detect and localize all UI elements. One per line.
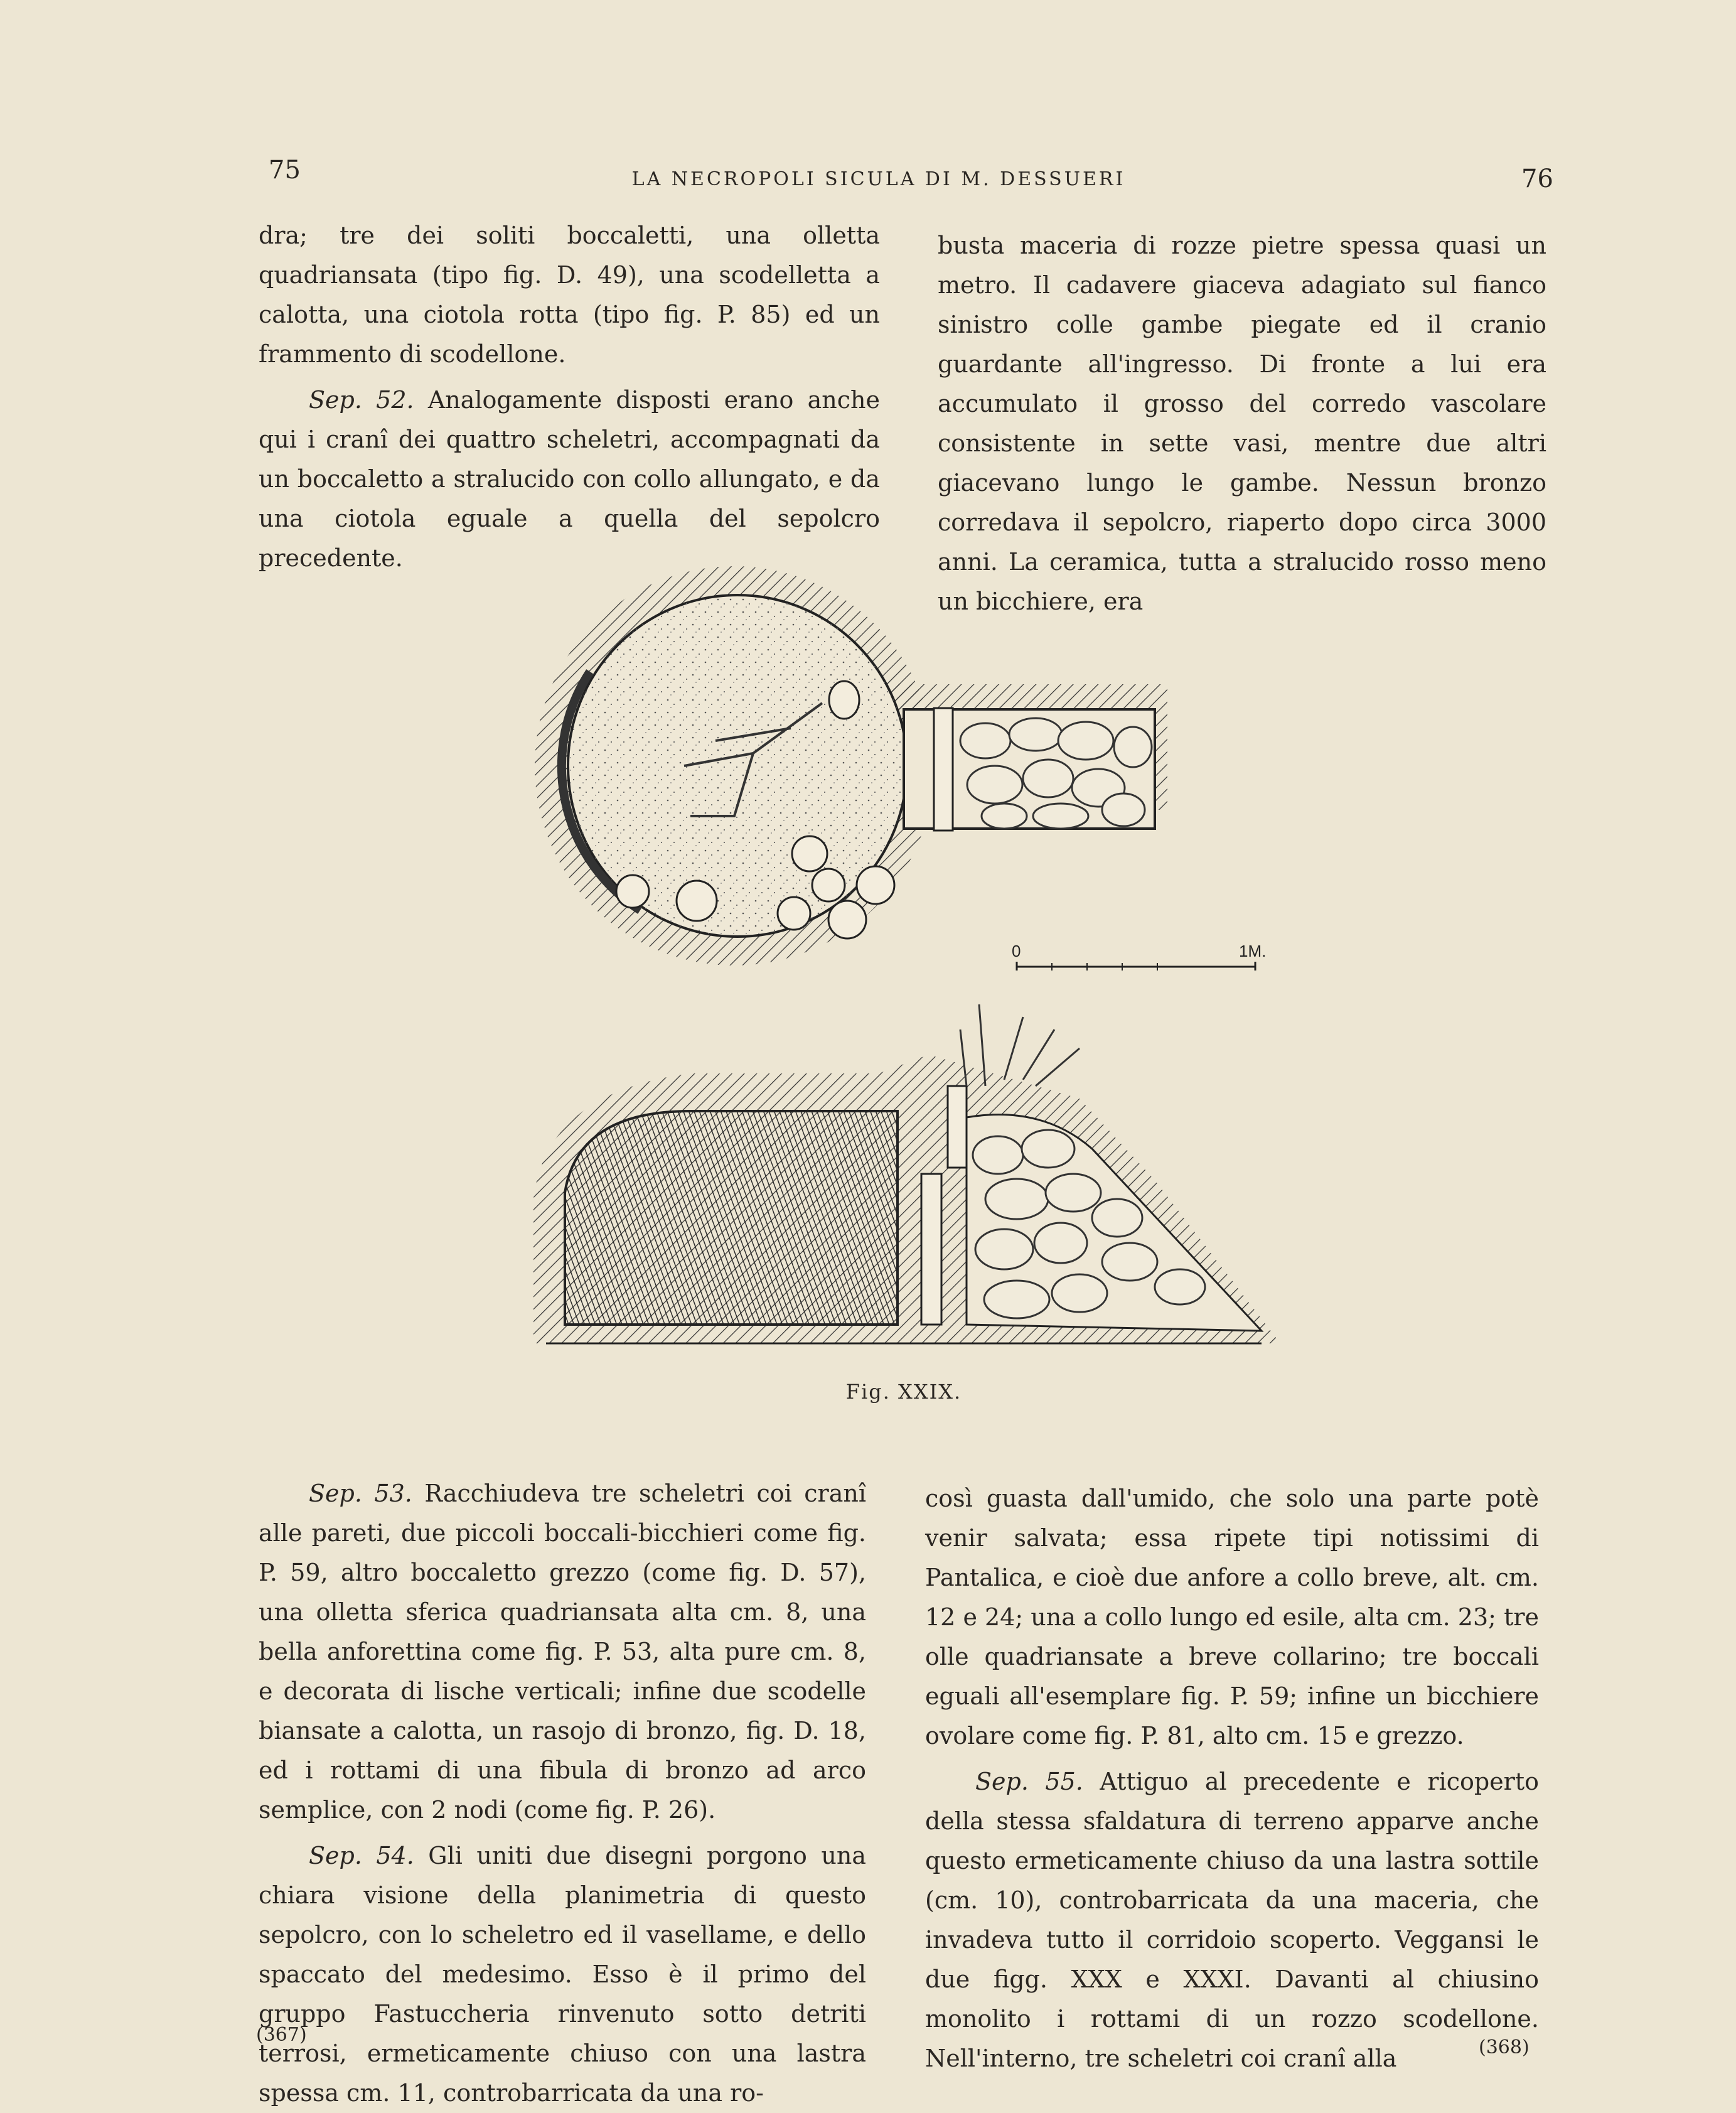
sepolcro-label: Sep. 52. xyxy=(309,386,414,414)
page-number-left: 75 xyxy=(269,156,301,185)
top-left-column xyxy=(259,216,880,578)
figure-caption: Fig. XXIX. xyxy=(845,1380,962,1404)
paragraph: dra; tre dei soliti boccaletti, una olletta quadriansata (tipo fig. D. 49), una scodelletta a calotta, una ciotola rotta (tipo fig. P. 85) ed un frammento di scodellone. xyxy=(259,222,880,368)
paragraph-text: Gli uniti due disegni porgono una chiara visione della planimetria di questo sepolcro, con lo scheletro ed il vasellame, e dello spaccato del medesimo. Esso è il primo del gruppo Fastuccheria rinvenuto sotto detriti terrosi, ermeticamente chiuso con una lastra spessa cm. 11, controbarricata da una ro- xyxy=(259,1842,866,2107)
paragraph: busta maceria di rozze pietre spessa quasi un metro. Il cadavere giaceva adagiato sul fianco sinistro colle gambe piegate ed il cranio guardante all'ingresso. Di fronte a lui era accumulato il grosso del corredo vascolare consistente in sette vasi, mentre due altri giacevano lungo le gambe. Nessun bronzo corredava il sepolcro, riaperto dopo circa 3000 anni. La ceramica, tutta a stralucido rosso meno un bicchiere, era xyxy=(938,232,1546,615)
bottom-right-column xyxy=(925,1479,1539,2078)
sepolcro-label: Sep. 54. xyxy=(309,1842,414,1869)
sepolcro-label: Sep. 53. xyxy=(309,1480,412,1507)
scale-label-end: 1M. xyxy=(1239,942,1267,960)
folio-right: (368) xyxy=(1479,2036,1530,2058)
paragraph xyxy=(259,380,880,578)
section-view-drawing xyxy=(527,992,1280,1368)
paragraph-text: Analogamente disposti erano anche qui i cranî dei quattro scheletri, accompagnati da un boccaletto a stralucido con collo allungato, e da una ciotola eguale a quella del sepolcro precedente. xyxy=(259,386,881,572)
paragraph: così guasta dall'umido, che solo una parte potè venir salvata; essa ripete tipi notissimi di Pantalica, e cioè due anfore a collo breve, alt. cm. 12 e 24; una a collo lungo ed esile, alta cm. 23; tre olle quadriansate a breve collarino; tre boccali eguali all'esemplare fig. P. 59; infine un bicchiere ovolare come fig. P. 81, alto cm. 15 e grezzo. xyxy=(925,1485,1539,1750)
paragraph xyxy=(259,1836,866,2113)
sepolcro-label: Sep. 55. xyxy=(975,1768,1083,1795)
page-number-right: 76 xyxy=(1521,164,1553,193)
bottom-left-column xyxy=(259,1474,866,2113)
paragraph-text: Racchiudeva tre scheletri coi cranî alle pareti, due piccoli boccali-bicchieri come fig. P. 59, altro boccaletto grezzo (come fig. D. 57), una olletta sferica quadriansata alta cm. 8, una bella anforettina come fig. P. 53, alta pure cm. 8, e decorata di lische verticali; infine due scodelle biansate a calotta, un rasojo di bronzo, fig. D. 18, ed i rottami di una fibula di bronzo ad arco semplice, con 2 nodi (come fig. P. 26). xyxy=(259,1480,867,1824)
running-header: LA NECROPOLI SICULA DI M. DESSUERI xyxy=(631,168,1126,190)
folio-left: (367) xyxy=(256,2024,307,2046)
scale-label-start: 0 xyxy=(1012,942,1021,960)
paragraph-text: Attiguo al precedente e ricoperto della stessa sfaldatura di terreno apparve anche questo ermeticamente chiuso da una lastra sottile (cm. 10), controbarricata da una maceria, che invadeva tutto il corridoio scoperto. Veggansi le due figg. XXX e XXXI. Davanti al chiusino monolito i rottami di un rozzo scodellone. Nell'interno, tre scheletri coi cranî alla xyxy=(925,1768,1539,2072)
paragraph xyxy=(259,1474,866,1830)
paragraph xyxy=(925,1762,1539,2078)
scale-bar xyxy=(1004,939,1268,977)
